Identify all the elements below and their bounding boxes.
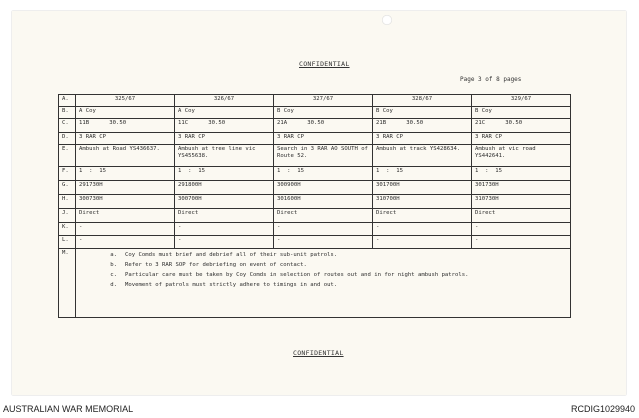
patrol-table <box>58 94 571 318</box>
row-label: H. <box>59 195 76 209</box>
table-cell: 300900H <box>274 181 373 195</box>
table-cell: Direct <box>373 209 472 223</box>
row-label: D. <box>59 133 76 145</box>
table-cell: A Coy <box>76 107 175 119</box>
row-label: C. <box>59 119 76 133</box>
table-cell: 1 : 15 <box>472 167 571 181</box>
table-cell: - <box>274 223 373 236</box>
patrol-number: 328/67 <box>373 95 472 107</box>
table-cell: Direct <box>76 209 175 223</box>
table-row <box>59 133 571 145</box>
table-row <box>59 167 571 181</box>
table-cell: 300730H <box>76 195 175 209</box>
note-text: Movement of patrols must strictly adhere to timings in and out. <box>125 282 338 288</box>
table-cell: Direct <box>175 209 274 223</box>
table-cell: 1 : 15 <box>274 167 373 181</box>
note-text: Particular care must be taken by Coy Comds in selection of routes out and in for night ambush patrols. <box>125 272 469 278</box>
table-row-notes <box>59 249 571 318</box>
table-cell: - <box>175 236 274 249</box>
table-row <box>59 223 571 236</box>
classification-top: CONFIDENTIAL <box>299 60 350 68</box>
table-cell: 1 : 15 <box>175 167 274 181</box>
table-cell: Ambush at Road YS436637. <box>76 145 175 167</box>
row-label: E. <box>59 145 76 167</box>
patrol-number: 326/67 <box>175 95 274 107</box>
table-cell: A Coy <box>175 107 274 119</box>
table-row <box>59 119 571 133</box>
table-cell: 1 : 15 <box>76 167 175 181</box>
row-label: F. <box>59 167 76 181</box>
row-label: L. <box>59 236 76 249</box>
table-cell: 301730H <box>472 181 571 195</box>
punch-hole <box>382 15 392 25</box>
patrol-number: 325/67 <box>76 95 175 107</box>
table-cell: 3 RAR CP <box>175 133 274 145</box>
row-label: G. <box>59 181 76 195</box>
table-cell: - <box>373 236 472 249</box>
row-label: A. <box>59 95 76 107</box>
table-cell: Ambush at vic road YS442641. <box>472 145 571 167</box>
classification-bottom: CONFIDENTIAL <box>293 349 344 357</box>
table-cell: 3 RAR CP <box>274 133 373 145</box>
row-label: B. <box>59 107 76 119</box>
table-cell: B Coy <box>274 107 373 119</box>
table-row <box>59 107 571 119</box>
table-cell: Direct <box>472 209 571 223</box>
table-row <box>59 145 571 167</box>
table-cell: 301700H <box>373 181 472 195</box>
note-item <box>79 252 567 259</box>
table-cell: - <box>373 223 472 236</box>
table-cell: Direct <box>274 209 373 223</box>
table-cell: 291730H <box>76 181 175 195</box>
note-item <box>79 272 567 279</box>
table-row <box>59 181 571 195</box>
item-id: RCDIG1029940 <box>570 404 635 414</box>
table-cell: - <box>175 223 274 236</box>
table-cell: - <box>76 223 175 236</box>
row-label: M. <box>59 249 76 318</box>
footer-bar <box>0 401 639 418</box>
table-cell: 291800H <box>175 181 274 195</box>
table-cell: B Coy <box>373 107 472 119</box>
table-cell: - <box>472 223 571 236</box>
table-cell: B Coy <box>472 107 571 119</box>
table-cell: 310700H <box>373 195 472 209</box>
table-cell: 300700H <box>175 195 274 209</box>
note-letter: c. <box>110 272 117 278</box>
table-cell: Ambush at track YS428634. <box>373 145 472 167</box>
table-cell: 310730H <box>472 195 571 209</box>
table-row <box>59 195 571 209</box>
table-cell: - <box>274 236 373 249</box>
table-cell: 3 RAR CP <box>373 133 472 145</box>
note-letter: b. <box>110 262 117 268</box>
patrol-number: 329/67 <box>472 95 571 107</box>
table-cell: 11B 30.50 <box>76 119 175 133</box>
archive-name: AUSTRALIAN WAR MEMORIAL <box>3 404 134 414</box>
notes-cell <box>76 249 571 318</box>
table-cell: Ambush at tree line vic YS455638. <box>175 145 274 167</box>
note-item <box>79 282 567 289</box>
table-row <box>59 95 571 107</box>
table-cell: - <box>76 236 175 249</box>
table-row <box>59 209 571 223</box>
row-label: J. <box>59 209 76 223</box>
note-item <box>79 262 567 269</box>
patrol-number: 327/67 <box>274 95 373 107</box>
table-cell: 11C 30.50 <box>175 119 274 133</box>
table-cell: 3 RAR CP <box>472 133 571 145</box>
table-cell: 3 RAR CP <box>76 133 175 145</box>
note-text: Refer to 3 RAR SOP for debriefing on event of contact. <box>125 262 307 268</box>
table-cell: 21A 30.50 <box>274 119 373 133</box>
table-cell: 21B 30.50 <box>373 119 472 133</box>
note-letter: a. <box>110 252 117 258</box>
page-number: Page 3 of 8 pages <box>460 76 522 83</box>
note-text: Coy Comds must brief and debrief all of their sub-unit patrols. <box>125 252 338 258</box>
table-cell: - <box>472 236 571 249</box>
table-cell: 1 : 15 <box>373 167 472 181</box>
table-cell: Search in 3 RAR AO SOUTH of Route 52. <box>274 145 373 167</box>
table-row <box>59 236 571 249</box>
row-label: K. <box>59 223 76 236</box>
table-cell: 301600H <box>274 195 373 209</box>
note-letter: d. <box>110 282 117 288</box>
table-cell: 21C 30.50 <box>472 119 571 133</box>
